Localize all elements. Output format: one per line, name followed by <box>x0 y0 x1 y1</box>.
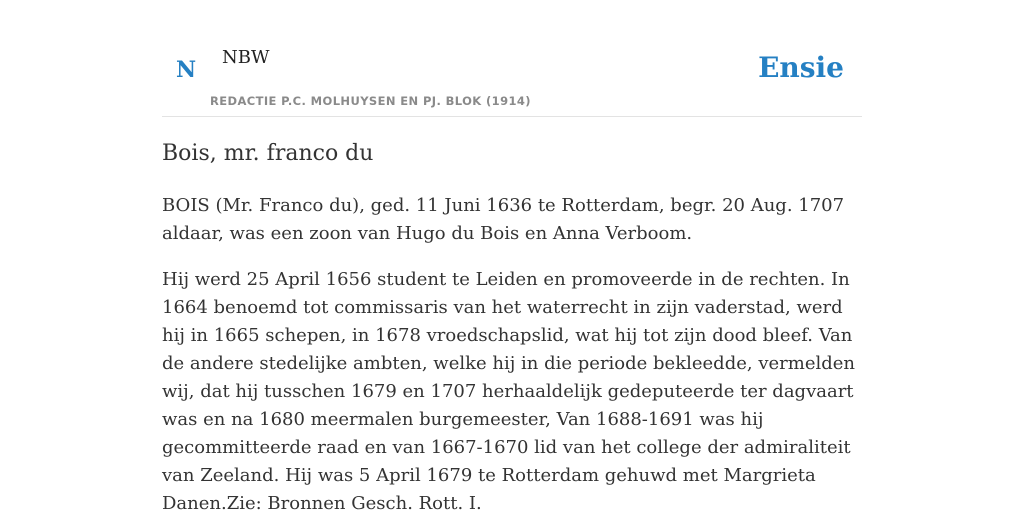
source-editors: REDACTIE P.C. MOLHUYSEN EN PJ. BLOK (1914) <box>210 94 531 108</box>
article <box>162 138 862 512</box>
page-header <box>162 0 862 117</box>
nbw-logo-icon[interactable]: N <box>176 57 197 83</box>
source-name[interactable]: NBW <box>222 47 270 68</box>
ensie-logo-link[interactable]: Ensie <box>758 51 844 84</box>
article-title: Bois, mr. franco du <box>162 141 374 166</box>
article-paragraph: Hij werd 25 April 1656 student te Leiden en promoveerde in de rechten. In 1664 benoemd tot commissaris van het waterrecht in zijn vaderstad, werd hij in 1665 schepen, in 1678 vroedschapslid, wat hij tot zijn dood bleef. Van de andere stedelijke ambten, welke hij in die periode bekleedde, vermelden wij, dat hij tusschen 1679 en 1707 herhaaldelijk gedeputeerde ter dagvaart was en na 1680 meermalen burgemeester, Van 1688-1691 was hij gecommitteerde raad en van 1667-1670 lid van het college der admiraliteit van Zeeland. Hij was 5 April 1679 te Rotterdam gehuwd met Margrieta Danen.Zie: Bronnen Gesch. Rott. I. <box>162 269 855 512</box>
article-paragraph: BOIS (Mr. Franco du), ged. 11 Juni 1636 te Rotterdam, begr. 20 Aug. 1707 aldaar, was een zoon van Hugo du Bois en Anna Verboom. <box>162 195 845 244</box>
